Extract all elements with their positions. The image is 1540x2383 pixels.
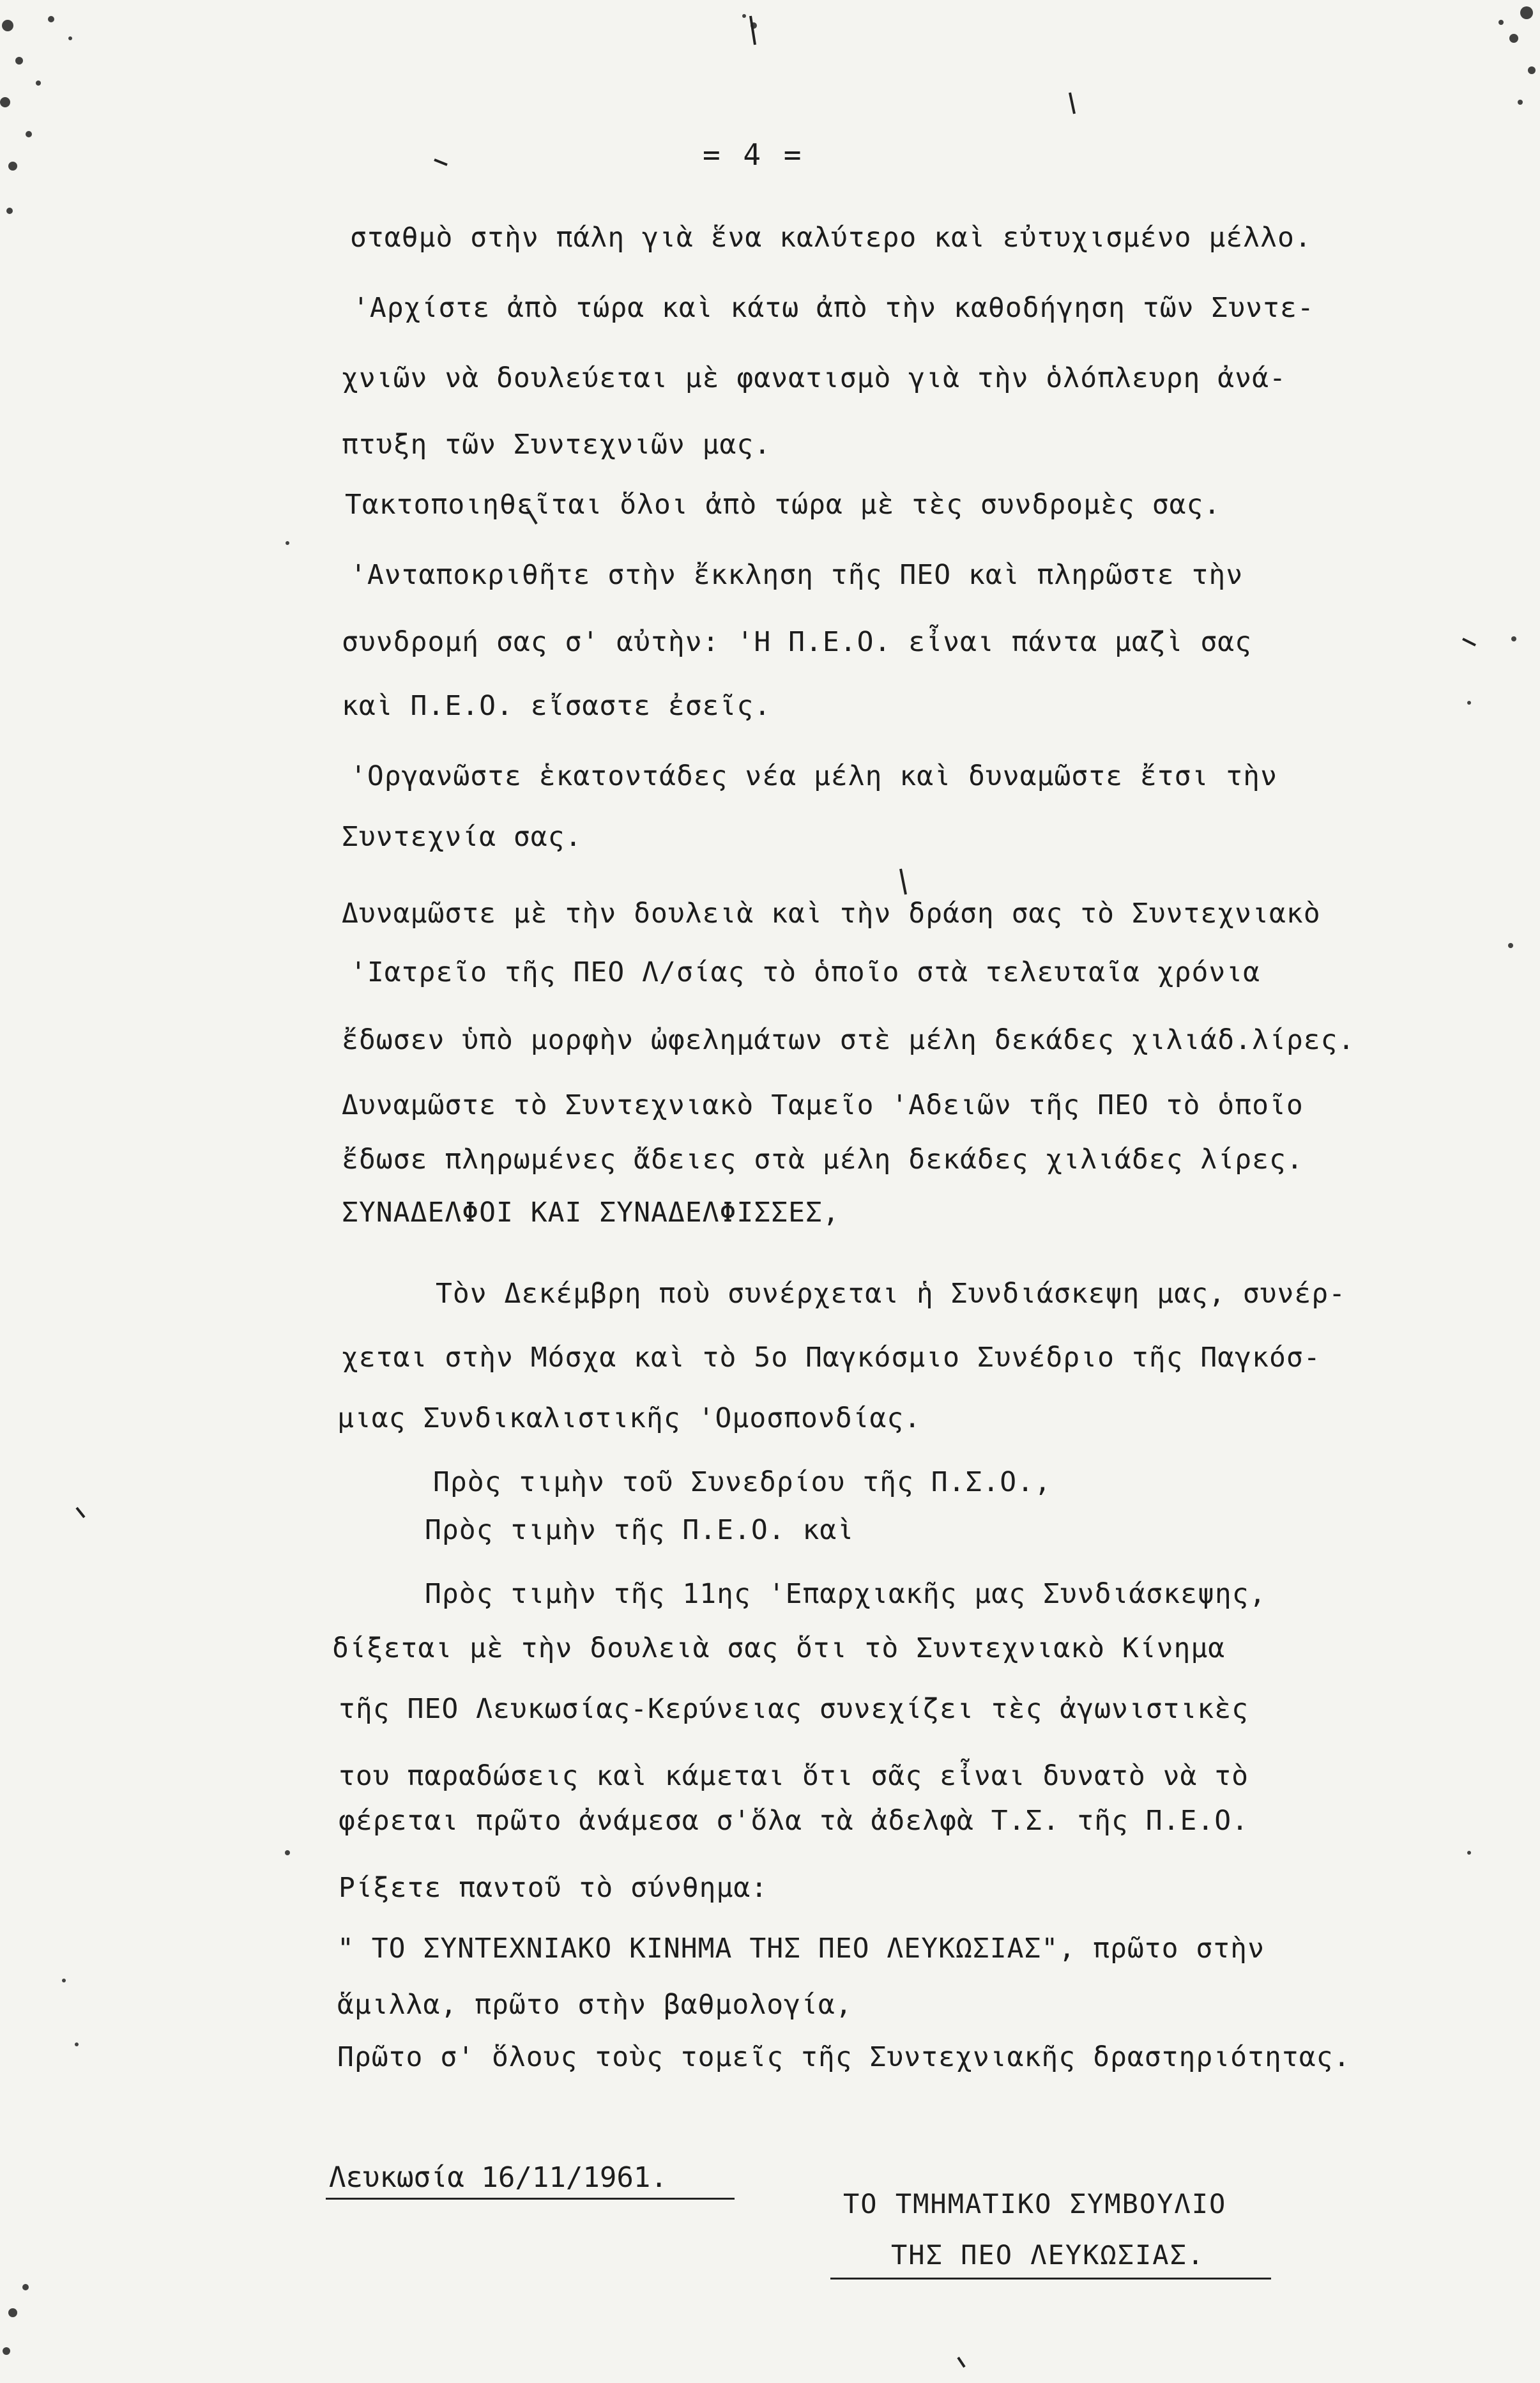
body-line: πτυξη τῶν Συντεχνιῶν μας. — [342, 429, 772, 461]
body-line: " ΤΟ ΣΥΝΤΕΧΝΙΑΚΟ ΚΙΝΗΜΑ ΤΗΣ ΠΕΟ ΛΕΥΚΩΣΙΑΣ", πρῶτο στὴν — [337, 1933, 1265, 1965]
signature-line-1: ΤΟ ΤΜΗΜΑΤΙΚΟ ΣΥΜΒΟΥΛΙΟ — [843, 2188, 1227, 2219]
body-line: Τὸν Δεκέμβρη ποὺ συνέρχεται ἡ Συνδιάσκεψη μας, συνέρ- — [436, 1278, 1346, 1310]
body-line: χεται στὴν Μόσχα καὶ τὸ 5ο Παγκόσμιο Συνέδριο τῆς Παγκόσ- — [342, 1342, 1321, 1374]
body-line: ΣΥΝΑΔΕΛΦΟΙ ΚΑΙ ΣΥΝΑΔΕΛΦΙΣΣΕΣ, — [342, 1197, 840, 1229]
body-line: καὶ Π.Ε.Ο. εἴσαστε ἐσεῖς. — [342, 690, 772, 722]
body-line: μιας Συνδικαλιστικῆς 'Ομοσπονδίας. — [337, 1402, 922, 1434]
body-line: Πρὸς τιμὴν τοῦ Συνεδρίου τῆς Π.Σ.Ο., — [433, 1466, 1051, 1498]
body-line: 'Αρχίστε ἀπὸ τώρα καὶ κάτω ἀπὸ τὴν καθοδήγηση τῶν Συντε- — [353, 292, 1315, 324]
place-date: Λευκωσία 16/11/1961. — [329, 2161, 667, 2194]
body-line: τῆς ΠΕΟ Λευκωσίας-Κερύνειας συνεχίζει τὲς ἀγωνιστικὲς — [339, 1693, 1249, 1725]
body-line: 'Οργανῶστε ἑκατοντάδες νέα μέλη καὶ δυναμῶστε ἔτσι τὴν — [350, 760, 1277, 792]
body-line: 'Ανταποκριθῆτε στὴν ἔκκληση τῆς ΠΕΟ καὶ πληρῶστε τὴν — [350, 559, 1244, 591]
body-line: φέρεται πρῶτο ἀνάμεσα σ'ὅλα τὰ ἀδελφὰ Τ.Σ. τῆς Π.Ε.Ο. — [339, 1805, 1249, 1837]
signature-line-2: ΤΗΣ ΠΕΟ ΛΕΥΚΩΣΙΑΣ. — [891, 2239, 1205, 2271]
place-date-underline — [326, 2198, 735, 2200]
body-line: δίξεται μὲ τὴν δουλειὰ σας ὅτι τὸ Συντεχνιακὸ Κίνημα — [332, 1632, 1226, 1664]
body-line: του παραδώσεις καὶ κάμεται ὅτι σᾶς εἶναι δυνατὸ νὰ τὸ — [339, 1760, 1249, 1792]
body-line: συνδρομή σας σ' αὐτὴν: 'Η Π.Ε.Ο. εἶναι πάντα μαζὶ σας — [342, 626, 1253, 658]
body-line: ἔδωσε πληρωμένες ἄδειες στὰ μέλη δεκάδες χιλιάδες λίρες. — [342, 1144, 1304, 1176]
body-line: ἅμιλλα, πρῶτο στὴν βαθμολογία, — [337, 1989, 853, 2021]
body-line: Πρὸς τιμὴν τῆς 11ης 'Επαρχιακῆς μας Συνδιάσκεψης, — [425, 1578, 1267, 1610]
body-line: Συντεχνία σας. — [342, 821, 583, 853]
body-line: ἔδωσεν ὑπὸ μορφὴν ὠφελημάτων στὲ μέλη δεκάδες χιλιάδ.λίρες. — [342, 1024, 1355, 1056]
body-line: Τακτοποιηθεῖται ὅλοι ἀπὸ τώρα μὲ τὲς συνδρομὲς σας. — [345, 489, 1221, 521]
body-line: Δυναμῶστε μὲ τὴν δουλειὰ καὶ τὴν δράση σας τὸ Συντεχνιακὸ — [342, 898, 1321, 930]
body-line: Δυναμῶστε τὸ Συντεχνιακὸ Ταμεῖο 'Αδειῶν τῆς ΠΕΟ τὸ ὁποῖο — [342, 1089, 1304, 1121]
body-line: χνιῶν νὰ δουλεύεται μὲ φανατισμὸ γιὰ τὴν ὁλόπλευρη ἀνά- — [342, 362, 1286, 394]
body-line: Πρὸς τιμὴν τῆς Π.Ε.Ο. καὶ — [425, 1514, 855, 1546]
body-line: σταθμὸ στὴν πάλη γιὰ ἕνα καλύτερο καὶ εὐτυχισμένο μέλλο. — [350, 222, 1312, 254]
signature-underline — [830, 2278, 1271, 2280]
body-line: Ρίξετε παντοῦ τὸ σύνθημα: — [339, 1872, 768, 1904]
body-line: 'Ιατρεῖο τῆς ΠΕΟ Λ/σίας τὸ ὁποῖο στὰ τελευταῖα χρόνια — [350, 956, 1261, 988]
body-line: Πρῶτο σ' ὅλους τοὺς τομεῖς τῆς Συντεχνιακῆς δραστηριότητας. — [337, 2041, 1351, 2073]
page-number: = 4 = — [703, 137, 804, 172]
